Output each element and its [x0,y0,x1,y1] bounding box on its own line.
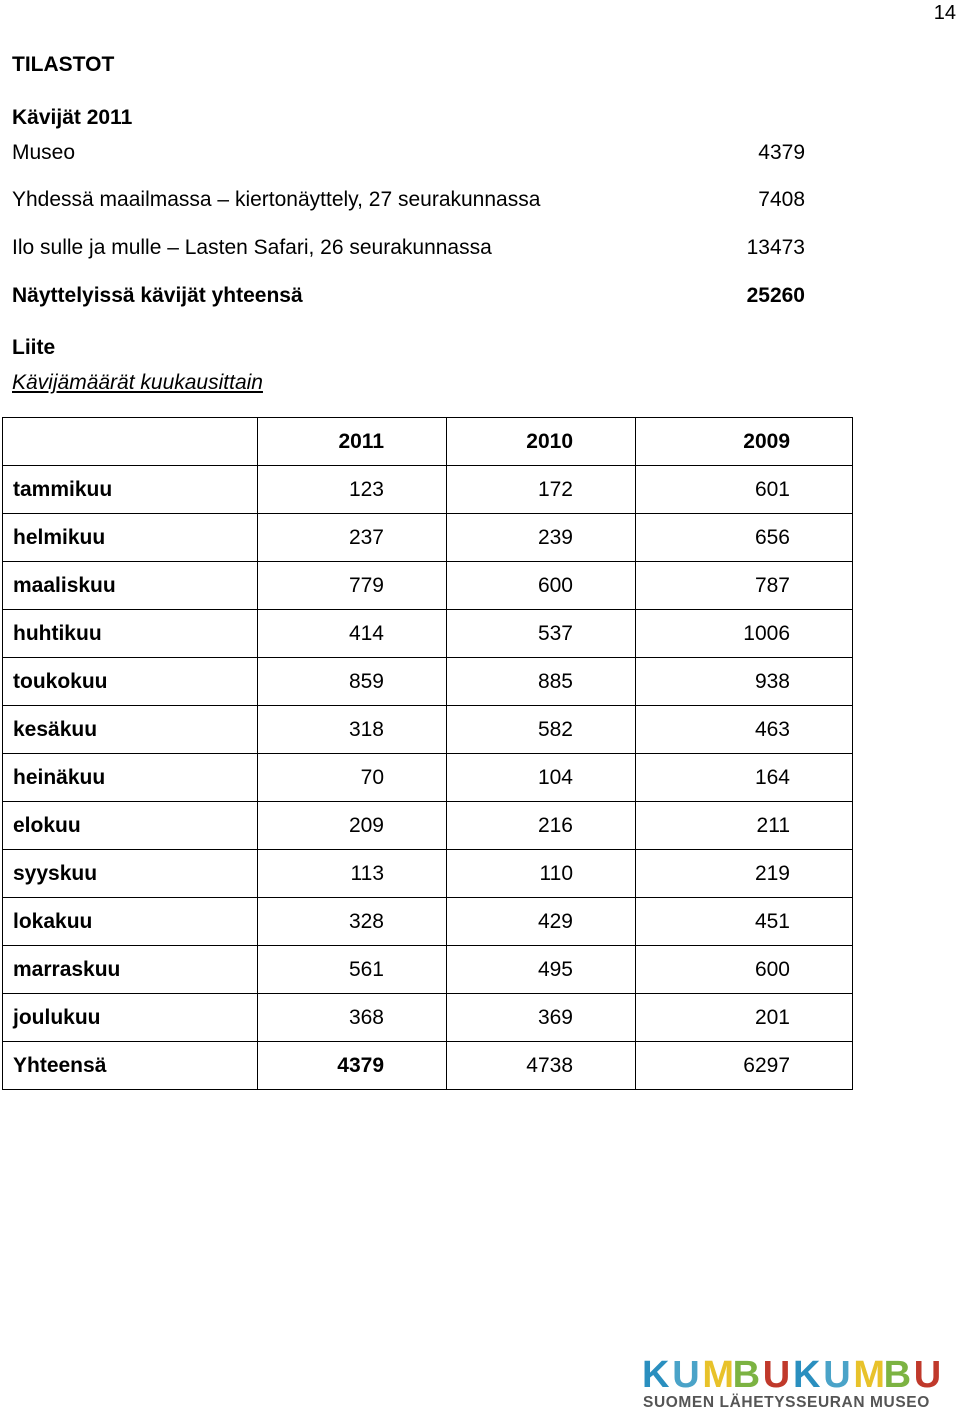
value-cell: 2010 [447,418,636,466]
value-cell: 600 [447,562,636,610]
month-label [3,418,258,466]
stat-row-exhibition [12,188,805,214]
value-cell: 656 [636,514,853,562]
value-cell: 495 [447,946,636,994]
month-label: huhtikuu [3,610,258,658]
value-cell: 463 [636,706,853,754]
value-cell: 70 [258,754,447,802]
page-title: TILASTOT [12,53,115,76]
value-cell: 318 [258,706,447,754]
value-cell: 1006 [636,610,853,658]
value-cell: 414 [258,610,447,658]
visitors-heading: Kävijät 2011 [12,106,133,129]
value-cell: 328 [258,898,447,946]
value-cell: 237 [258,514,447,562]
stat-row-museum [12,141,805,167]
value-cell: 561 [258,946,447,994]
logo-letter: B [883,1354,912,1396]
logo-wordmark [642,1354,941,1396]
value-cell: 368 [258,994,447,1042]
table-header-row [3,418,853,466]
table-row [3,514,853,562]
stat-row-total [12,284,805,310]
logo-letter: U [913,1354,942,1396]
value-cell: 110 [447,850,636,898]
logo-tagline: SUOMEN LÄHETYSSEURAN MUSEO [643,1394,930,1411]
value-cell: 885 [447,658,636,706]
value-cell: 4738 [447,1042,636,1090]
value-cell: 429 [447,898,636,946]
value-cell: 537 [447,610,636,658]
logo-letter: U [823,1354,851,1396]
stat-row-safari [12,236,805,262]
stat-label: Museo [12,141,76,164]
value-cell: 113 [258,850,447,898]
value-cell: 859 [258,658,447,706]
value-cell: 2011 [258,418,447,466]
table-row [3,466,853,514]
stat-total-label: Näyttelyissä kävijät yhteensä [12,284,303,307]
table-row [3,610,853,658]
table-row [3,658,853,706]
table-row [3,706,853,754]
logo-letter: M [702,1354,735,1396]
value-cell: 201 [636,994,853,1042]
value-cell: 6297 [636,1042,853,1090]
value-cell: 216 [447,802,636,850]
table-row [3,946,853,994]
logo-letter: U [672,1354,700,1396]
stat-value: 4379 [758,141,805,164]
value-cell: 601 [636,466,853,514]
month-label: joulukuu [3,994,258,1042]
table-row [3,994,853,1042]
value-cell: 172 [447,466,636,514]
value-cell: 369 [447,994,636,1042]
month-label: heinäkuu [3,754,258,802]
value-cell: 123 [258,466,447,514]
stat-value: 7408 [758,188,805,211]
month-label: marraskuu [3,946,258,994]
stat-value: 13473 [746,236,805,259]
stat-label: Ilo sulle ja mulle – Lasten Safari, 26 seurakunnassa [12,236,492,259]
table-row [3,898,853,946]
value-cell: 582 [447,706,636,754]
page-number: 14 [933,2,956,24]
stat-label: Yhdessä maailmassa – kiertonäyttely, 27 seurakunnassa [12,188,541,211]
month-label: elokuu [3,802,258,850]
month-label: kesäkuu [3,706,258,754]
kumbukumbu-logo [640,1352,945,1412]
value-cell: 211 [636,802,853,850]
stat-total-value: 25260 [746,284,805,307]
logo-letter: U [762,1354,791,1396]
logo-letter: B [732,1354,761,1396]
value-cell: 209 [258,802,447,850]
month-label: toukokuu [3,658,258,706]
table-row [3,802,853,850]
value-cell: 938 [636,658,853,706]
logo-letter: K [793,1354,821,1396]
table-row [3,850,853,898]
appendix-subtitle: Kävijämäärät kuukausittain [12,371,263,394]
logo-letter: M [853,1354,886,1396]
value-cell: 600 [636,946,853,994]
month-label: syyskuu [3,850,258,898]
value-cell: 164 [636,754,853,802]
value-cell: 239 [447,514,636,562]
month-label: tammikuu [3,466,258,514]
month-label: lokakuu [3,898,258,946]
table-row [3,562,853,610]
logo-letter: K [642,1354,670,1396]
month-label: maaliskuu [3,562,258,610]
month-label: Yhteensä [3,1042,258,1090]
month-label: helmikuu [3,514,258,562]
monthly-visitors-table [2,417,853,1090]
value-cell: 2009 [636,418,853,466]
value-cell: 219 [636,850,853,898]
table-row [3,754,853,802]
value-cell: 787 [636,562,853,610]
value-cell: 4379 [258,1042,447,1090]
table-total-row [3,1042,853,1090]
value-cell: 451 [636,898,853,946]
value-cell: 104 [447,754,636,802]
value-cell: 779 [258,562,447,610]
appendix-label: Liite [12,336,56,359]
